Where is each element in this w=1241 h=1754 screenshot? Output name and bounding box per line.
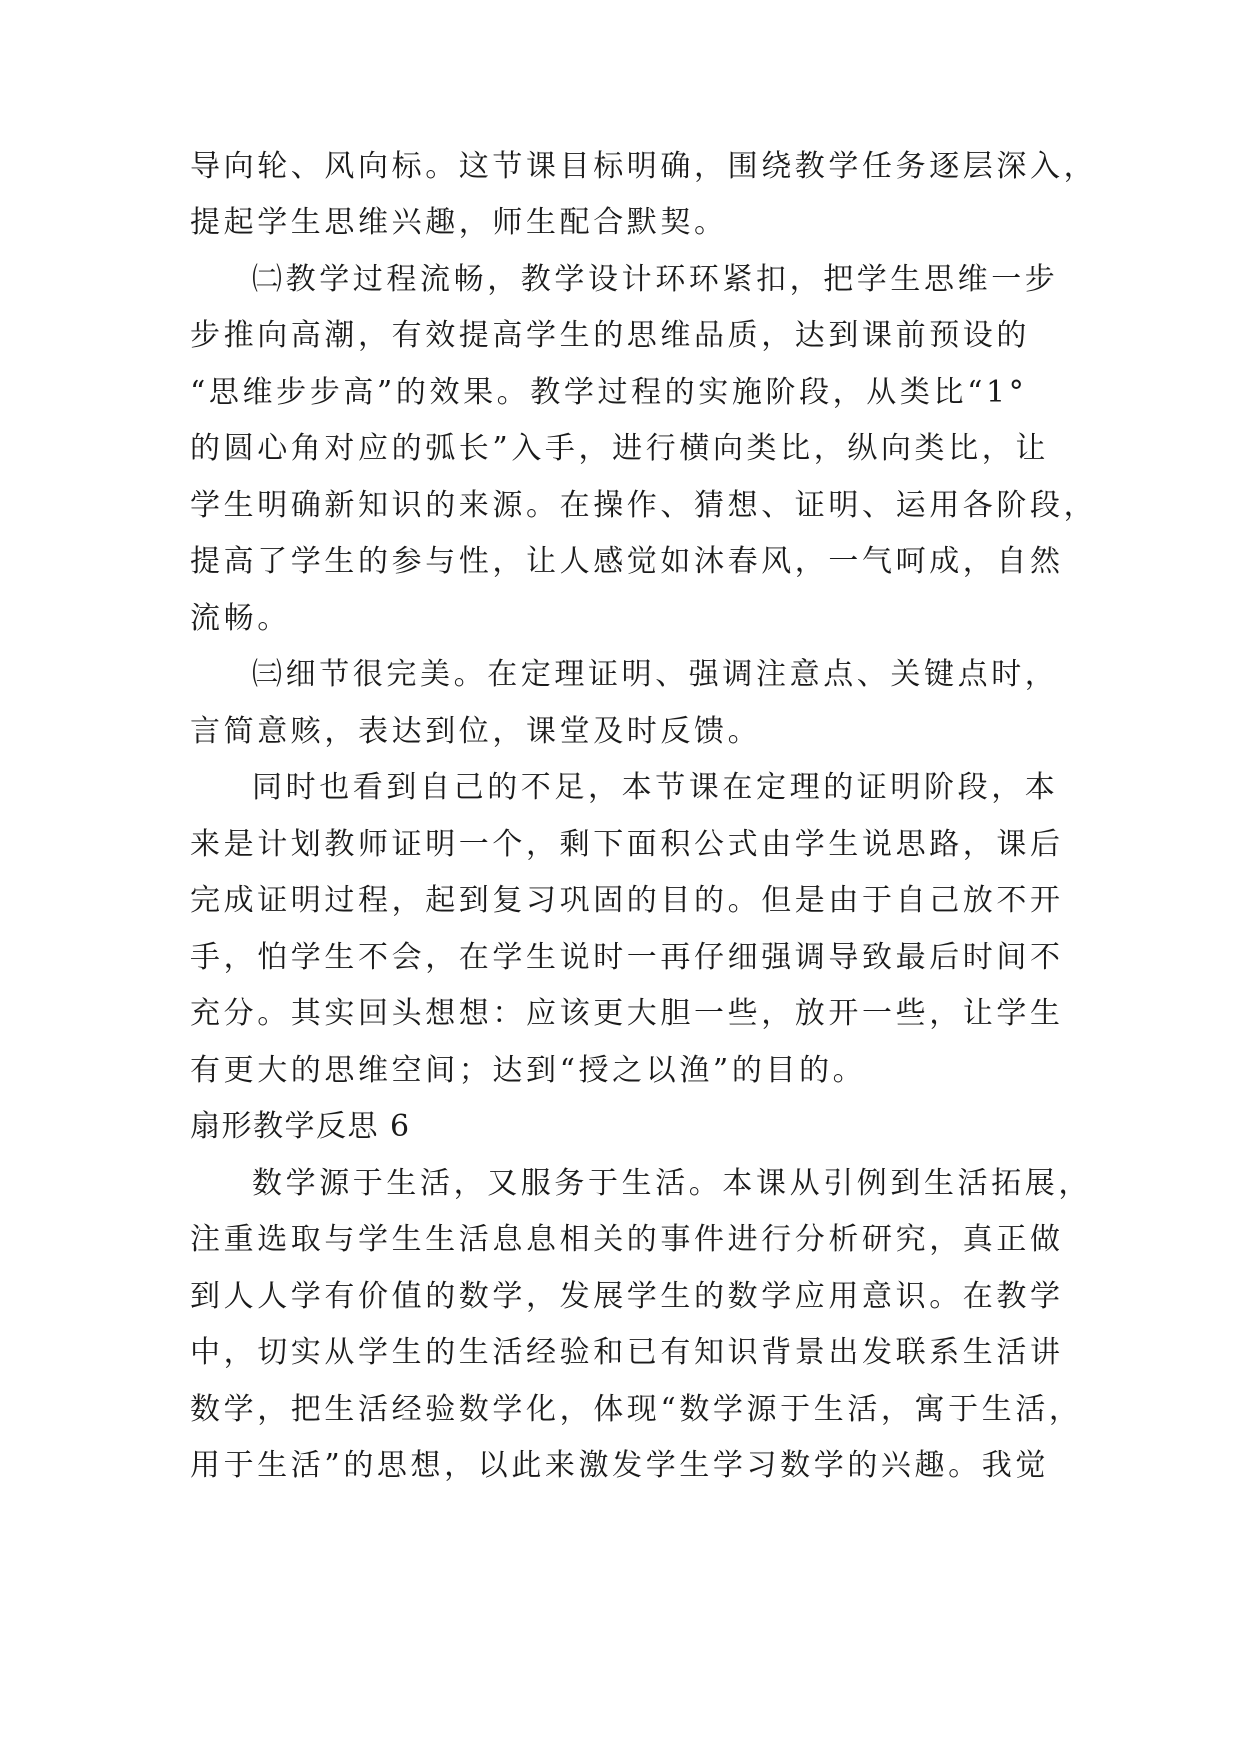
text-line: 用于生活”的思想，以此来激发学生学习数学的兴趣。我觉: [190, 1448, 1049, 1483]
text-line: 到人人学有价值的数学，发展学生的数学应用意识。在教学: [190, 1279, 1064, 1314]
text-line: 充分。其实回头想想：应该更大胆一些，放开一些，让学生: [190, 996, 1064, 1031]
text-line: 学生明确新知识的来源。在操作、猜想、证明、运用各阶段，: [190, 488, 1098, 523]
paragraph-start-line: 数学源于生活，又服务于生活。本课从引例到生活拓展，: [252, 1166, 1092, 1201]
text-line: 中，切实从学生的生活经验和已有知识背景出发联系生活讲: [190, 1335, 1064, 1370]
text-line: 注重选取与学生生活息息相关的事件进行分析研究，真正做: [190, 1222, 1064, 1257]
text-line: “思维步步高”的效果。教学过程的实施阶段，从类比“1°: [190, 375, 1028, 410]
paragraph-start-line: 同时也看到自己的不足，本节课在定理的证明阶段，本: [252, 770, 1059, 805]
text-line: 手，怕学生不会，在学生说时一再仔细强调导致最后时间不: [190, 940, 1064, 975]
text-line: 流畅。: [190, 601, 291, 636]
text-line: 完成证明过程，起到复习巩固的目的。但是由于自己放不开: [190, 883, 1064, 918]
text-line: 的圆心角对应的弧长”入手，进行横向类比，纵向类比，让: [190, 431, 1049, 466]
text-line: 步推向高潮，有效提高学生的思维品质，达到课前预设的: [190, 318, 1030, 353]
text-line: 有更大的思维空间；达到“授之以渔”的目的。: [190, 1053, 867, 1088]
text-line: 来是计划教师证明一个，剩下面积公式由学生说思路，课后: [190, 827, 1064, 862]
text-line: 提高了学生的参与性，让人感觉如沐春风，一气呵成，自然: [190, 544, 1064, 579]
section-heading: 扇形教学反思 6: [190, 1109, 411, 1144]
text-line: 导向轮、风向标。这节课目标明确，围绕教学任务逐层深入，: [190, 149, 1098, 184]
paragraph-start-line: ㈢细节很完美。在定理证明、强调注意点、关键点时，: [252, 657, 1059, 692]
text-line: 数学，把生活经验数学化，体现“数学源于生活，寓于生活，: [190, 1392, 1083, 1427]
text-line: 言简意赅，表达到位，课堂及时反馈。: [190, 714, 762, 749]
text-line: 提起学生思维兴趣，师生配合默契。: [190, 205, 728, 240]
paragraph-start-line: ㈡教学过程流畅，教学设计环环紧扣，把学生思维一步: [252, 262, 1059, 297]
